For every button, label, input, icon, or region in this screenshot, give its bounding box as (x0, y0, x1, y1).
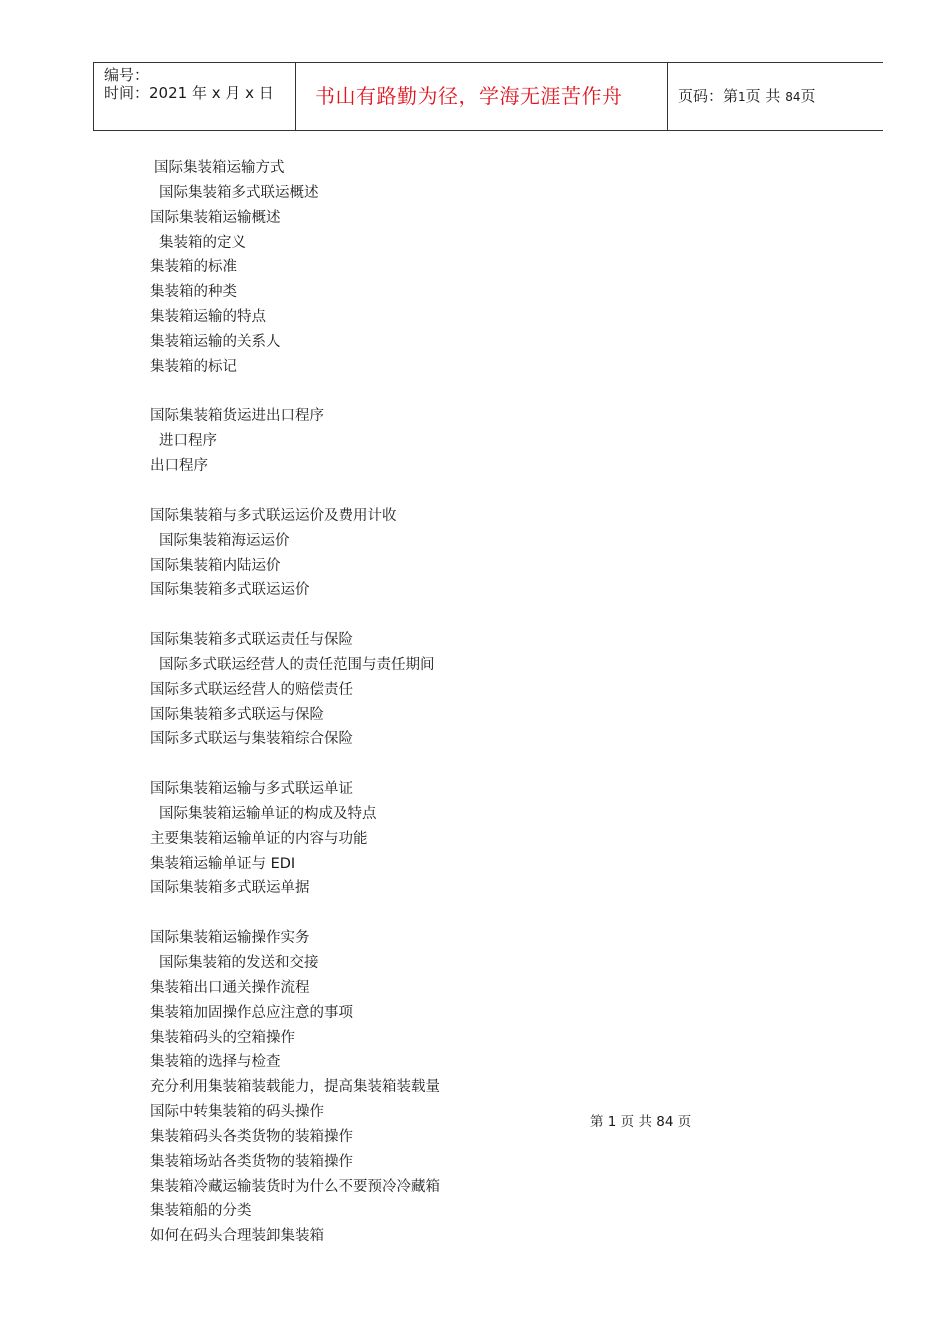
toc-entry: 国际集装箱海运运价 (159, 532, 290, 549)
toc-entry: 集装箱运输的特点 (150, 309, 266, 326)
header-page-mid: 页 共 (745, 87, 781, 105)
toc-entry: 集装箱的标记 (150, 358, 237, 375)
toc-entry: 如何在码头合理装卸集装箱 (150, 1228, 324, 1245)
toc-entry: 国际集装箱运输单证的构成及特点 (159, 805, 377, 822)
toc-section-heading: 国际集装箱运输与多式联运单证 (150, 781, 353, 798)
document-header (93, 62, 883, 131)
toc-entry: 集装箱出口通关操作流程 (150, 979, 310, 996)
toc-entry: 国际集装箱多式联运概述 (159, 184, 319, 201)
header-motto: 书山有路勤为径，学海无涯苦作舟 (315, 84, 623, 108)
toc-entry: 国际集装箱多式联运与保险 (150, 706, 324, 723)
toc-entry: 集装箱加固操作总应注意的事项 (150, 1004, 353, 1021)
toc-entry: 集装箱场站各类货物的装箱操作 (150, 1153, 353, 1170)
section-spacer (150, 603, 590, 628)
toc-section-heading: 国际集装箱货运进出口程序 (150, 408, 324, 425)
toc-entry: 集装箱码头的空箱操作 (150, 1029, 295, 1046)
toc-entry: 国际集装箱内陆运价 (150, 557, 281, 574)
section-spacer (150, 479, 590, 504)
toc-section-heading: 国际集装箱多式联运责任与保险 (150, 632, 353, 649)
toc-entry: 国际多式联运经营人的赔偿责任 (150, 681, 353, 698)
toc-entry: 国际集装箱的发送和交接 (159, 955, 319, 971)
toc-entry: 集装箱码头各类货物的装箱操作 (150, 1128, 353, 1145)
header-page-cell (668, 63, 883, 130)
section-spacer (150, 752, 590, 777)
document-time-label: 时间：2021 年 x 月 x 日 (104, 84, 274, 102)
header-page-prefix: 页码：第 (678, 87, 739, 105)
header-page-current: 1 (738, 90, 746, 104)
toc-entry: 集装箱的种类 (150, 284, 237, 301)
section-spacer (150, 380, 590, 405)
toc-entry: 集装箱运输单证与 EDI (150, 855, 296, 872)
toc-entry: 集装箱船的分类 (150, 1203, 252, 1220)
toc-section-heading: 国际集装箱运输方式 (154, 160, 285, 176)
toc-entry: 集装箱的定义 (159, 234, 246, 251)
document-number-label: 编号： (104, 66, 150, 84)
header-motto-cell (295, 63, 668, 130)
toc-entry: 国际集装箱多式联运单据 (150, 880, 310, 897)
toc-section-heading: 国际集装箱运输操作实务 (150, 930, 310, 947)
toc-entry: 国际集装箱多式联运运价 (150, 582, 310, 599)
toc-section-heading: 国际集装箱与多式联运运价及费用计收 (150, 507, 397, 524)
header-meta-cell (93, 63, 296, 130)
toc-entry: 集装箱运输的关系人 (150, 333, 281, 350)
page-footer: 第 1 页 共 84 页 (590, 1114, 692, 1130)
toc-entry: 进口程序 (159, 433, 217, 450)
toc-entry: 集装箱的标准 (150, 259, 237, 276)
header-page-number (678, 87, 816, 106)
section-spacer (150, 901, 590, 926)
header-page-suffix: 页 (800, 87, 816, 105)
toc-entry: 国际集装箱运输概述 (150, 209, 281, 226)
toc-entry: 国际多式联运与集装箱综合保险 (150, 731, 353, 748)
toc-entry: 主要集装箱运输单证的内容与功能 (150, 830, 368, 847)
toc-entry: 集装箱冷藏运输装货时为什么不要预冷冷藏箱 (150, 1178, 440, 1195)
header-page-total: 84 (785, 90, 801, 104)
toc-entry: 出口程序 (150, 458, 208, 475)
toc-entry: 国际中转集装箱的码头操作 (150, 1104, 324, 1121)
toc-entry: 国际多式联运经营人的责任范围与责任期间 (159, 656, 435, 673)
table-of-contents (150, 156, 590, 1249)
toc-entry: 集装箱的选择与检查 (150, 1054, 281, 1071)
toc-entry: 充分利用集装箱装载能力，提高集装箱装载量 (150, 1079, 440, 1096)
